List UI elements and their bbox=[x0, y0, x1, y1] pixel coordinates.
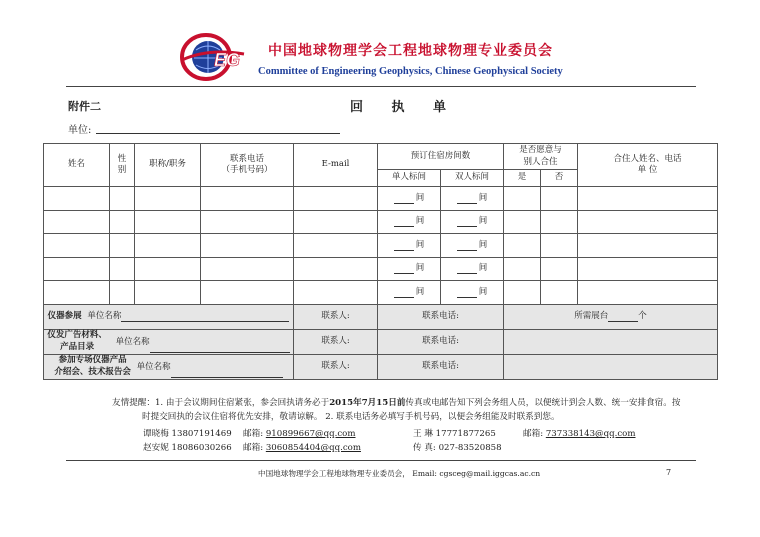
unit-field[interactable] bbox=[96, 133, 340, 134]
share-yes-cell[interactable] bbox=[504, 187, 541, 211]
name-cell[interactable] bbox=[44, 234, 110, 258]
exhibit-contact-cell[interactable]: 联系人: bbox=[294, 304, 378, 329]
double-room-cell[interactable]: 间 bbox=[441, 257, 504, 281]
header-name: 姓名 bbox=[44, 144, 110, 187]
title-cell[interactable] bbox=[135, 187, 201, 211]
single-room-cell[interactable]: 间 bbox=[378, 257, 441, 281]
report-unit-cell[interactable]: 参加专场仪器产品 介绍会、技术报告会 单位名称 bbox=[44, 354, 294, 379]
share-no-cell[interactable] bbox=[541, 210, 578, 234]
table-row bbox=[44, 187, 718, 211]
egs-logo bbox=[178, 30, 248, 82]
advert-unit-cell[interactable]: 仪发广告材料、 产品目录 单位名称 bbox=[44, 329, 294, 354]
roommate-cell[interactable] bbox=[578, 257, 718, 281]
share-yes-cell[interactable] bbox=[504, 257, 541, 281]
exhibit-booth-cell[interactable]: 所需展台 个 bbox=[504, 304, 718, 329]
advert-phone-cell[interactable]: 联系电话: bbox=[378, 329, 504, 354]
phone-cell[interactable] bbox=[201, 210, 294, 234]
exhibit-unit-cell[interactable]: 仪器参展 单位名称 bbox=[44, 304, 294, 329]
double-room-cell[interactable]: 间 bbox=[441, 210, 504, 234]
title-cell[interactable] bbox=[135, 234, 201, 258]
email-cell[interactable] bbox=[294, 210, 378, 234]
header-email: E-mail bbox=[294, 144, 378, 187]
header-rooms: 预订住宿房间数 bbox=[378, 144, 504, 170]
form-title: 回 执 单 bbox=[350, 100, 459, 115]
table-row bbox=[44, 210, 718, 234]
table-row bbox=[44, 281, 718, 305]
reminder-notes bbox=[112, 396, 702, 424]
name-cell[interactable] bbox=[44, 257, 110, 281]
contact-list bbox=[143, 427, 636, 455]
single-room-cell[interactable]: 间 bbox=[378, 234, 441, 258]
email-cell[interactable] bbox=[294, 187, 378, 211]
report-contact-cell[interactable]: 联系人: bbox=[294, 354, 378, 379]
gender-cell[interactable] bbox=[110, 281, 135, 305]
report-blank-cell[interactable] bbox=[504, 354, 718, 379]
phone-cell[interactable] bbox=[201, 281, 294, 305]
double-room-cell[interactable]: 间 bbox=[441, 234, 504, 258]
logo-text: EG bbox=[214, 50, 241, 70]
contact-row: 谭晓梅 13807191469 邮箱: 910899667@qq.com 王 琳 17771877265 邮箱: 737338143@qq.com bbox=[143, 429, 636, 439]
roommate-cell[interactable] bbox=[578, 187, 718, 211]
share-yes-cell[interactable] bbox=[504, 281, 541, 305]
gender-cell[interactable] bbox=[110, 210, 135, 234]
phone-cell[interactable] bbox=[201, 257, 294, 281]
email-cell[interactable] bbox=[294, 281, 378, 305]
share-no-cell[interactable] bbox=[541, 281, 578, 305]
single-room-cell[interactable]: 间 bbox=[378, 210, 441, 234]
advert-contact-cell[interactable]: 联系人: bbox=[294, 329, 378, 354]
unit-label: 单位: bbox=[68, 125, 92, 136]
header-title: 职称/职务 bbox=[135, 144, 201, 187]
deadline: 2015年7月15日前 bbox=[329, 398, 406, 408]
page-footer: 中国地球物理学会工程地球物理专业委员会， Email: cgsceg@mail.iggcas.ac.cn bbox=[258, 469, 541, 478]
name-cell[interactable] bbox=[44, 210, 110, 234]
note-line-1: 友情提醒：1. 由于会议期间住宿紧张，参会回执请务必于2015年7月15日前传真或电邮告知下列会务组人员，以便统计到会人数、统一安排食宿。按 bbox=[112, 398, 681, 408]
phone-cell[interactable] bbox=[201, 187, 294, 211]
email-cell[interactable] bbox=[294, 257, 378, 281]
name-cell[interactable] bbox=[44, 187, 110, 211]
single-room-cell[interactable]: 间 bbox=[378, 187, 441, 211]
single-room-cell[interactable]: 间 bbox=[378, 281, 441, 305]
header-double: 双人标间 bbox=[441, 170, 504, 187]
name-cell[interactable] bbox=[44, 281, 110, 305]
double-room-cell[interactable]: 间 bbox=[441, 281, 504, 305]
share-yes-cell[interactable] bbox=[504, 234, 541, 258]
committee-title-en: Committee of Engineering Geophysics, Chinese Geophysical Society bbox=[258, 66, 563, 77]
page-number: 7 bbox=[666, 468, 672, 477]
report-row bbox=[44, 354, 718, 379]
share-no-cell[interactable] bbox=[541, 187, 578, 211]
exhibit-row bbox=[44, 304, 718, 329]
title-cell[interactable] bbox=[135, 257, 201, 281]
header-divider bbox=[66, 86, 696, 87]
header-share: 是否愿意与 别人合住 bbox=[504, 144, 578, 170]
gender-cell[interactable] bbox=[110, 234, 135, 258]
share-no-cell[interactable] bbox=[541, 234, 578, 258]
email-link[interactable]: 737338143@qq.com bbox=[545, 429, 636, 439]
share-no-cell[interactable] bbox=[541, 257, 578, 281]
double-room-cell[interactable]: 间 bbox=[441, 187, 504, 211]
advert-blank-cell[interactable] bbox=[504, 329, 718, 354]
gender-cell[interactable] bbox=[110, 257, 135, 281]
contact-row: 赵安妮 18086030266 邮箱: 3060854404@qq.com 传 真: 027-83520858 bbox=[143, 443, 502, 453]
exhibit-phone-cell[interactable]: 联系电话: bbox=[378, 304, 504, 329]
roommate-cell[interactable] bbox=[578, 210, 718, 234]
footer-divider bbox=[66, 460, 696, 461]
email-link[interactable]: 910899667@qq.com bbox=[265, 429, 356, 439]
table-row bbox=[44, 257, 718, 281]
gender-cell[interactable] bbox=[110, 187, 135, 211]
share-yes-cell[interactable] bbox=[504, 210, 541, 234]
note-line-2: 时提交回执的会议住宿将优先安排，敬请谅解。 2. 联系电话务必填写手机号码，以便会务组能及时联系到您。 bbox=[142, 412, 560, 422]
email-cell[interactable] bbox=[294, 234, 378, 258]
header-phone: 联系电话 （手机号码） bbox=[201, 144, 294, 187]
committee-title-cn: 中国地球物理学会工程地球物理专业委员会 bbox=[268, 43, 553, 59]
phone-cell[interactable] bbox=[201, 234, 294, 258]
title-cell[interactable] bbox=[135, 210, 201, 234]
header-roommate: 合住人姓名、电话 单 位 bbox=[578, 144, 718, 187]
annex-label: 附件二 bbox=[68, 100, 101, 113]
header-no: 否 bbox=[541, 170, 578, 187]
roommate-cell[interactable] bbox=[578, 281, 718, 305]
report-phone-cell[interactable]: 联系电话: bbox=[378, 354, 504, 379]
table-row bbox=[44, 234, 718, 258]
email-link[interactable]: 3060854404@qq.com bbox=[265, 443, 361, 453]
header-single: 单人标间 bbox=[378, 170, 441, 187]
reply-table bbox=[43, 143, 718, 380]
roommate-cell[interactable] bbox=[578, 234, 718, 258]
title-cell[interactable] bbox=[135, 281, 201, 305]
header-yes: 是 bbox=[504, 170, 541, 187]
header-gender: 性 别 bbox=[110, 144, 135, 187]
advert-row bbox=[44, 329, 718, 354]
